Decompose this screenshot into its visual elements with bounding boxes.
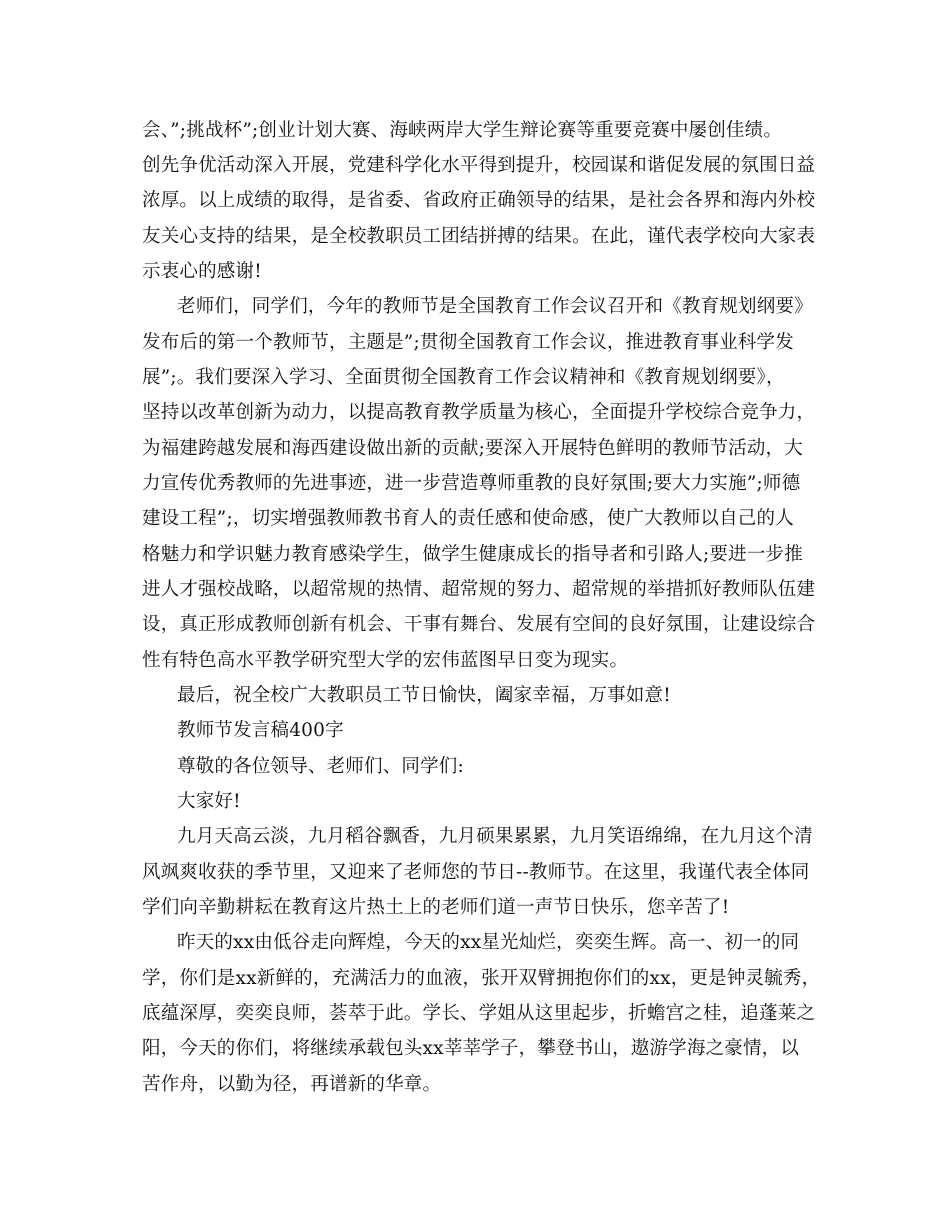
text-line: 学，你们是xx新鲜的，充满活力的血液，张开双臂拥抱你们的xx，更是钟灵毓秀， — [142, 968, 821, 989]
section-heading: 教师节发言稿400字 — [177, 720, 344, 741]
text-line: 友关心支持的结果，是全校教职员工团结拼搏的结果。在此，谨代表学校向大家表 — [142, 226, 816, 247]
text-line: 阳，今天的你们，将继续承载包头xx莘莘学子，攀登书山，遨游学海之豪情，以 — [142, 1038, 800, 1059]
text-line: 学们向辛勤耕耘在教育这片热土上的老师们道一声节日快乐，您辛苦了! — [142, 897, 730, 918]
text-line: 为福建跨越发展和海西建设做出新的贡献;要深入开展特色鲜明的教师节活动，大 — [142, 438, 803, 459]
text-line: 发布后的第一个教师节，主题是”;贯彻全国教育工作会议，推进教育事业科学发 — [142, 332, 794, 353]
greeting: 大家好! — [177, 791, 241, 812]
text-line: 示衷心的感谢! — [142, 261, 262, 282]
salutation: 尊敬的各位领导、老师们、同学们: — [177, 756, 464, 777]
text-line: 昨天的xx由低谷走向辉煌，今天的xx星光灿烂，奕奕生辉。高一、初一的同 — [177, 932, 800, 953]
text-line: 九月天高云淡，九月稻谷飘香，九月硕果累累，九月笑语绵绵，在九月这个清 — [177, 826, 813, 847]
text-line: 老师们，同学们，今年的教师节是全国教育工作会议召开和《教育规划纲要》 — [177, 296, 813, 317]
text-line: 最后，祝全校广大教职员工节日愉快，阖家幸福，万事如意! — [177, 685, 671, 706]
text-line: 会、”;挑战杯”;创业计划大赛、海峡两岸大学生辩论赛等重要竞赛中屡创佳绩。 — [142, 120, 783, 141]
text-line: 底蕴深厚，奕奕良师，荟萃于此。学长、学姐从这里起步，折蟾宫之桂，追蓬莱之 — [142, 1003, 816, 1024]
text-line: 建设工程”;，切实增强教师教书育人的责任感和使命感，使广大教师以自己的人 — [142, 508, 794, 529]
text-line: 展”;。我们要深入学习、全面贯彻全国教育工作会议精神和《教育规划纲要》， — [142, 367, 785, 388]
text-line: 坚持以改革创新为动力，以提高教育教学质量为核心，全面提升学校综合竞争力， — [142, 402, 816, 423]
text-line: 浓厚。以上成绩的取得，是省委、省政府正确领导的结果，是社会各界和海内外校 — [142, 190, 816, 211]
text-line: 性有特色高水平教学研究型大学的宏伟蓝图早日变为现实。 — [142, 650, 629, 671]
text-line: 创先争优活动深入开展，党建科学化水平得到提升，校园谋和谐促发展的氛围日益 — [142, 155, 816, 176]
text-line: 风飒爽收获的季节里，又迎来了老师您的节日--教师节。在这里，我谨代表全体同 — [142, 862, 810, 883]
text-line: 格魅力和学识魅力教育感染学生，做学生健康成长的指导者和引路人;要进一步推 — [142, 544, 803, 565]
text-line: 力宣传优秀教师的先进事迹，进一步营造尊师重教的良好氛围;要大力实施”;师德 — [142, 473, 801, 494]
text-line: 进人才强校战略，以超常规的热情、超常规的努力、超常规的举措抓好教师队伍建 — [142, 579, 816, 600]
text-line: 苦作舟，以勤为径，再谱新的华章。 — [142, 1074, 442, 1095]
text-line: 设，真正形成教师创新有机会、干事有舞台、发展有空间的良好氛围，让建设综合 — [142, 614, 816, 635]
